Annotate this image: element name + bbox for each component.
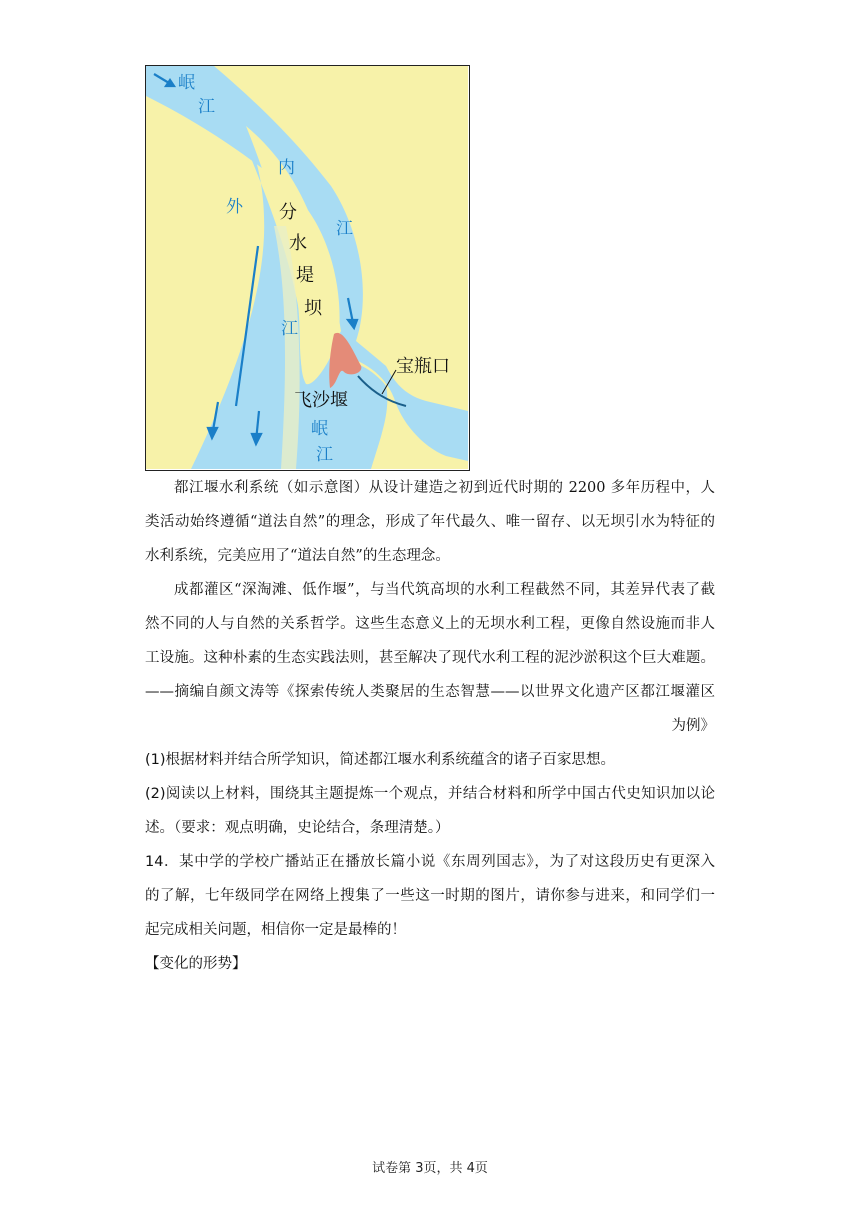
question-2-line2: 述。（要求：观点明确，史论结合，条理清楚。） [145, 820, 450, 836]
label-minjiang-top-1: 岷 [178, 73, 195, 93]
label-baopingkou: 宝瓶口 [396, 356, 450, 377]
label-divider-1: 分 [279, 202, 297, 223]
question-14-line2: 的了解，七年级同学在网络上搜集了一些这一时期的图片，请你参与进来，和同学们一 [145, 888, 715, 904]
label-divider-2: 水 [289, 233, 307, 254]
label-divider-4: 坝 [304, 298, 322, 319]
label-neijiang-2: 江 [336, 219, 353, 239]
material-p1-line1: 都江堰水利系统（如示意图）从设计建造之初到近代时期的 2200 多年历程中，人 [174, 480, 715, 496]
label-neijiang-1: 内 [278, 158, 295, 178]
label-minjiang-top-2: 江 [198, 97, 215, 117]
material-p1-line3: 水利系统，完美应用了“道法自然”的生态理念。 [145, 548, 450, 564]
label-waijiang-2: 江 [281, 319, 298, 339]
question-1: (1)根据材料并结合所学知识，简述都江堰水利系统蕴含的诸子百家思想。 [145, 752, 616, 768]
material-p1-line2: 类活动始终遵循“道法自然”的理念，形成了年代最久、唯一留存、以无坝引水为特征的 [145, 514, 715, 530]
material-p2-line2: 然不同的人与自然的关系哲学。这些生态意义上的无坝水利工程，更像自然设施而非人 [145, 616, 715, 632]
question-14-line3: 起完成相关问题，相信你一定是最棒的！ [145, 922, 406, 938]
label-minjiang-bottom-2: 江 [316, 445, 333, 465]
question-2-line1: (2)阅读以上材料，围绕其主题提炼一个观点，并结合材料和所学中国古代史知识加以论 [145, 786, 715, 802]
question-14-line1: 14．某中学的学校广播站正在播放长篇小说《东周列国志》，为了对这段历史有更深入 [145, 854, 715, 870]
map-svg [146, 66, 468, 469]
dujiangyan-map [145, 65, 470, 471]
label-minjiang-bottom-1: 岷 [311, 419, 328, 439]
page-footer: 试卷第 3页，共 4页 [372, 1161, 488, 1176]
material-p2-line1: 成都灌区“深淘滩、低作堰”，与当代筑高坝的水利工程截然不同，其差异代表了截 [174, 582, 715, 598]
section-title: 【变化的形势】 [145, 956, 247, 972]
material-source-end: 为例》 [671, 718, 715, 734]
material-p2-line3: 工设施。这种朴素的生态实践法则，甚至解决了现代水利工程的泥沙淤积这个巨大难题。 [145, 650, 715, 666]
label-feishayan: 飞沙堰 [294, 390, 348, 411]
label-waijiang-1: 外 [226, 197, 243, 217]
label-divider-3: 堤 [296, 265, 314, 286]
material-source-line: ——摘编自颜文涛等《探索传统人类聚居的生态智慧——以世界文化遗产区都江堰灌区 [145, 684, 715, 700]
